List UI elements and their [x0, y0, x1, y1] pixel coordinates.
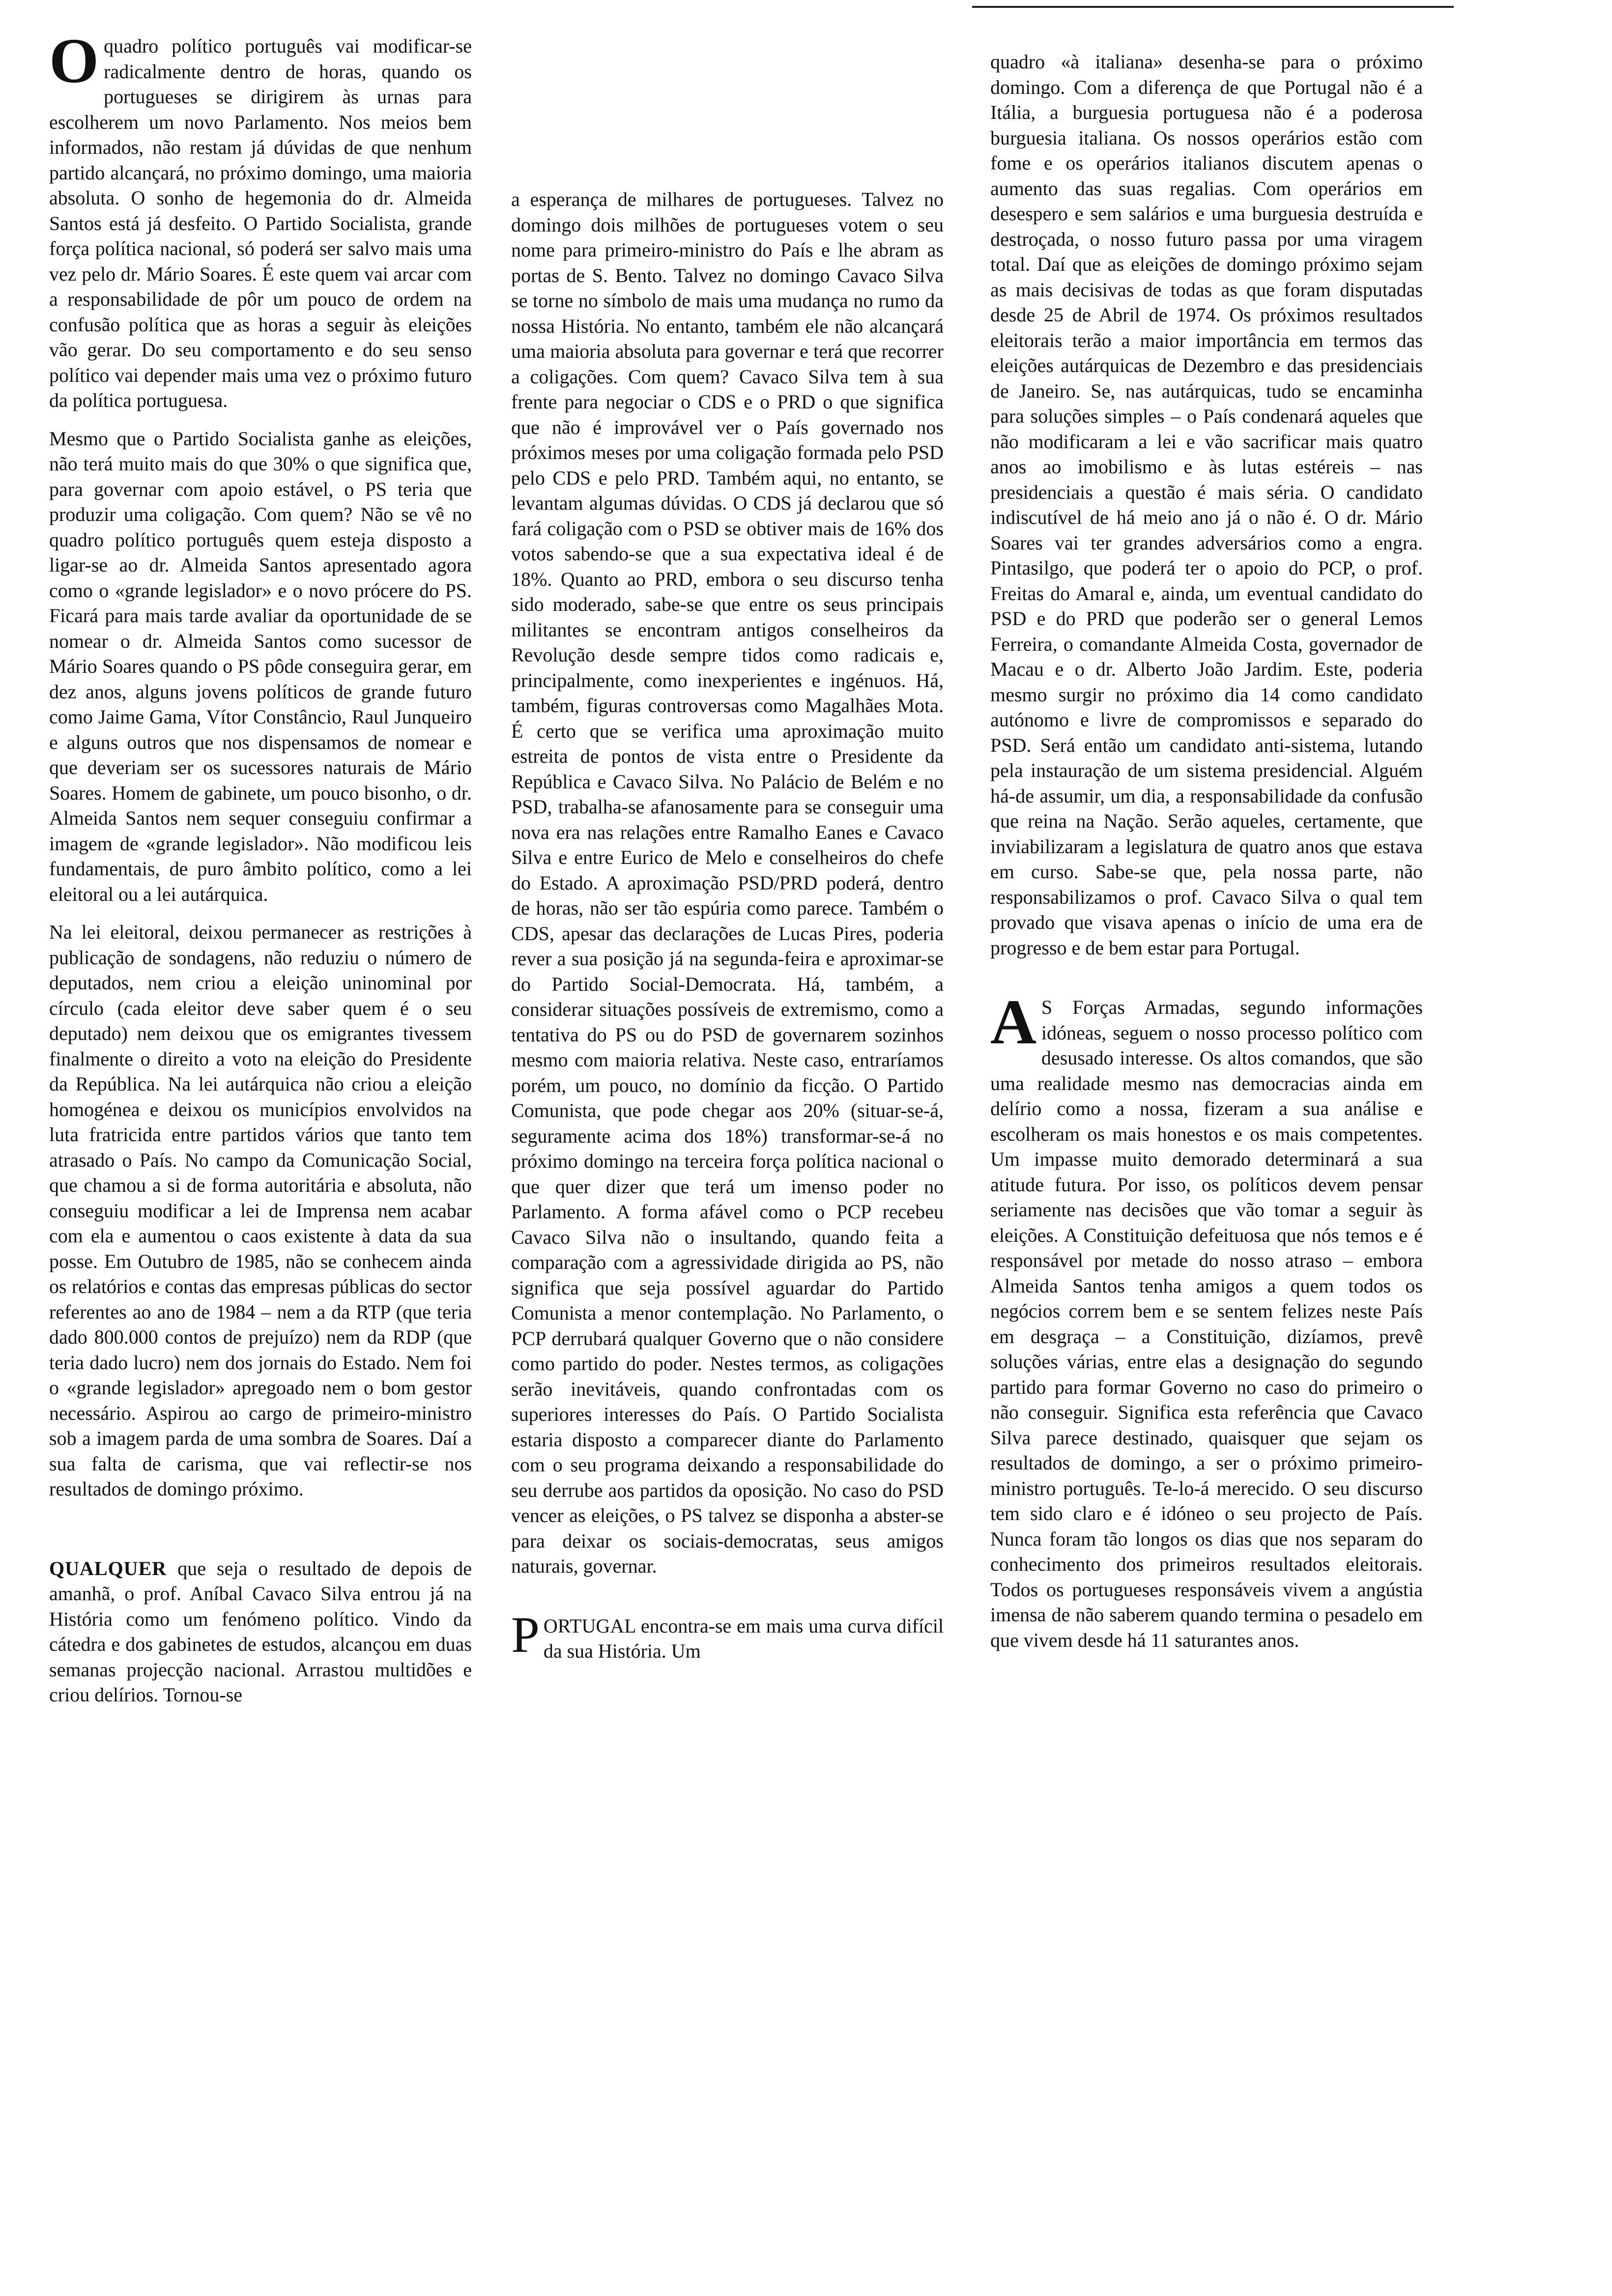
paragraph: quadro «à italiana» desenha-se para o próximo domingo. Com a diferença de que Portugal não é a Itália, a burguesia portuguesa não é a poderosa burguesia italiana. Os nossos operários estão com fome e os operários italianos discutem apenas o aumento das suas regalias. Com operários em desespero e sem salários e uma burguesia destruída e destroçada, o nosso futuro passa por uma viragem total. Daí que as eleições de domingo próximo sejam as mais decisivas de todas as que foram disputadas desde 25 de Abril de 1974. Os próximos resultados eleitorais terão a maior importância em termos das eleições autárquicas de Dezembro e das presidenciais de Janeiro. Se, nas autárquicas, tudo se encaminha para soluções simples – o País condenará aqueles que não modificaram a lei e vão sacrificar mais quatro anos ao imobilismo e às lutas estéreis – nas presidenciais a questão é mais séria. O candidato indiscutível de há meio ano já o não é. O dr. Mário Soares vai ter grandes adversários como a engra. Pintasilgo, que poderá ter o apoio do PCP, o prof. Freitas do Amaral e, ainda, um eventual candidato do PSD e do PRD que poderão ser o general Lemos Ferreira, o comandante Almeida Costa, governador de Macau e o dr. Alberto João Jardim. Este, poderia mesmo surgir no próximo dia 14 como candidato autónomo e livre de compromissos e separado do PSD. Será então um candidato anti-sistema, lutando pela instauração de um sistema presidencial. Alguém há-de assumir, um dia, a responsabilidade da confusão que reina na Nação. Serão aqueles, certamente, que inviabilizaram a legislatura de quatro anos que estava em curso. Sabe-se que, pela nossa parte, não responsabilizamos o prof. Cavaco Silva o qual tem provado que visava apenas o início de uma era de progresso e de bem estar para Portugal. [990, 51, 1423, 959]
paragraph-text: S Forças Armadas, segundo informações idóneas, seguem o nosso processo político com desusado interesse. Os altos comandos, que são uma realidade mesmo nas democracias ainda em delírio como a nossa, fizeram a sua análise e escolheram os mais honestos e os mais competentes. Um impasse muito demorado determinará a sua atitude futura. Por isso, os políticos devem pensar seriamente nas decisões que vão tomar a seguir às eleições. A Constituição defeituosa que nós temos e é responsável por metade do nosso atraso – embora Almeida Santos tenha amigos a quem todos os negócios correm bem e se sentem felizes neste País em desgraça – a Constituição, dizíamos, prevê soluções várias, entre elas a designação do segundo partido para formar Governo no caso do primeiro o não conseguir. Significa esta referência que Cavaco Silva parece destinado, quaisquer que sejam os resultados de domingo, a ser o próximo primeiro-ministro português. Te-lo-á merecido. O seu discurso tem sido claro e é idóneo o seu projecto de País. Nunca foram tão longos os dias que nos separam do conhecimento dos primeiros resultados eleitorais. Todos os portugueses responsáveis vivem a angústia imensa de não saberem quando termina o pesadelo em que vivem desde há 11 saturantes anos. [990, 996, 1423, 1651]
paragraph [990, 987, 1423, 1653]
column-2 [511, 0, 944, 1664]
paragraph [49, 26, 472, 413]
section-spacer [511, 1579, 944, 1613]
lead-in-caps: QUALQUER [49, 1557, 167, 1579]
drop-cap: P [511, 1606, 540, 1663]
drop-cap: O [49, 26, 99, 96]
drop-cap: A [990, 987, 1036, 1058]
paragraph-text: que seja o resultado de depois de amanhã, o prof. Aníbal Cavaco Silva entrou já na História como um fenómeno político. Vindo da cátedra e dos gabinetes de estudos, alcançou em duas semanas projecção nacional. Arrastou multidões e criou delírios. Tornou-se [49, 1557, 472, 1706]
paragraph: a esperança de milhares de portugueses. Talvez no domingo dois milhões de portugueses votem o seu nome para primeiro-ministro do País e lhe abram as portas de S. Bento. Talvez no domingo Cavaco Silva se torne no símbolo de mais uma mudança no rumo da nossa História. No entanto, também ele não alcançará uma maioria absoluta para governar e terá que recorrer a coligações. Com quem? Cavaco Silva tem à sua frente para negociar o CDS e o PRD o que significa que não é improvável ver o País governado nos próximos meses por uma coligação formada pelo PSD pelo CDS e pelo PRD. Também aqui, no entanto, se levantam algumas dúvidas. O CDS já declarou que só fará coligação com o PSD se obtiver mais de 16% dos votos sabendo-se que a sua expectativa ideal é de 18%. Quanto ao PRD, embora o seu discurso tenha sido moderado, sabe-se que entre os seus principais militantes se encontram antigos conselheiros da Revolução desde sempre tidos como radicais e, principalmente, como inexperientes e ingénuos. Há, também, figuras controversas como Magalhães Mota. É certo que se verifica uma aproximação muito estreita de pontos de vista entre o Presidente da República e Cavaco Silva. No Palácio de Belém e no PSD, trabalha-se afanosamente para se conseguir uma nova era nas relações entre Ramalho Eanes e Cavaco Silva e entre Eurico de Melo e conselheiros do chefe do Estado. A aproximação PSD/PRD poderá, dentro de horas, não ser tão espúria como parece. Também o CDS, apesar das declarações de Lucas Pires, poderia rever a sua posição já na segunda-feira e aproximar-se do Partido Social-Democrata. Há, também, a considerar situações possíveis de extremismo, como a tentativa do PS ou do PSD de governarem sozinhos mesmo com maioria relativa. Neste caso, entraríamos porém, um pouco, no domínio da ficção. O Partido Comunista, que pode chegar aos 20% (situar-se-á, seguramente acima dos 18%) transformar-se-á no próximo domingo na terceira força política nacional o que quer dizer que terá um imenso poder no Parlamento. A forma afável como o PCP recebeu Cavaco Silva não o insultando, quando feita a comparação com a agressividade dirigida ao PS, não significa que seja possível aguardar do Partido Comunista a menor contemplação. No Parlamento, o PCP derrubará qualquer Governo que o não considere como partido do poder. Nestes termos, as coligações serão inevitáveis, quando confrontadas com os superiores interesses do País. O Partido Socialista estaria disposto a comparecer diante do Parlamento com o seu programa deixando a responsabilidade do seu derrube aos partidos da oposição. No caso do PSD vencer as eleições, o PS talvez se disponha a abster-se para deixar os sociais-democratas, seus amigos naturais, governar. [511, 188, 944, 1577]
column-3 [990, 0, 1423, 1653]
paragraph [511, 1606, 944, 1664]
paragraph: Mesmo que o Partido Socialista ganhe as eleições, não terá muito mais do que 30% o que significa que, para governar com apoio estável, o PS teria que produzir uma coligação. Com quem? Não se vê no quadro político português quem esteja disposto a ligar-se ao dr. Almeida Santos apresentado agora como o «grande legislador» e o novo prócere do PS. Ficará para mais tarde avaliar da oportunidade de se nomear o dr. Almeida Santos como sucessor de Mário Soares quando o PS pôde conseguira gerar, em dez anos, alguns jovens políticos de grande futuro como Jaime Gama, Vítor Constâncio, Raul Junqueiro e alguns outros que nos dispensamos de nomear e que deveriam ser os sucessores naturais de Mário Soares. Homem de gabinete, um pouco bisonho, o dr. Almeida Santos nem sequer conseguiu confirmar a imagem de «grande legislador». Não modificou leis fundamentais, de puro âmbito político, como a lei eleitoral ou a lei autárquica. [49, 427, 472, 905]
section-spacer [49, 1502, 472, 1556]
paragraph-text: ORTUGAL encontra-se em mais uma curva difícil da sua História. Um [543, 1614, 944, 1662]
paragraph [49, 1556, 472, 1708]
paragraph-text: quadro político português vai modificar-se radicalmente dentro de horas, quando os portugueses se dirigirem às urnas para escolherem um novo Parlamento. Nos meios bem informados, não restam já dúvidas de que nenhum partido alcançará, no próximo domingo, uma maioria absoluta. O sonho de hegemonia do dr. Almeida Santos está já desfeito. O Partido Socialista, grande força política nacional, só poderá ser salvo mais uma vez pelo dr. Mário Soares. É este quem vai arcar com a responsabilidade de pôr um pouco de ordem na confusão política que as horas a seguir às eleições vão gerar. Do seu comportamento e do seu senso político vai depender mais uma vez o próximo futuro da política portuguesa. [49, 35, 472, 411]
column-1 [49, 0, 472, 1708]
paragraph: Na lei eleitoral, deixou permanecer as restrições à publicação de sondagens, não reduziu o número de deputados, nem criou a eleição uninominal por círculo (cada eleitor deve saber quem é o seu deputado) nem deixou que os emigrantes tivessem finalmente o direito a voto na eleição do Presidente da República. Na lei autárquica não criou a eleição homogénea e deixou os municípios envolvidos na luta fratricida entre partidos vários que tanto tem atrasado o País. No campo da Comunicação Social, que chamou a si de forma autoritária e absoluta, não conseguiu modificar a lei de Imprensa nem acabar com ela e aumentou o caos existente à data da sua posse. Em Outubro de 1985, não se conhecem ainda os relatórios e contas das empresas públicas do sector referentes ao ano de 1984 – nem a da RTP (que teria dado 800.000 contos de prejuízo) nem da RDP (que teria dado lucro) nem dos jornais do Estado. Nem foi o «grande legislador» apregoado nem o bom gestor necessário. Aspirou ao cargo de primeiro-ministro sob a imagem parda de uma sombra de Soares. Daí a sua falta de carisma, que vai reflectir-se nos resultados de domingo próximo. [49, 921, 472, 1500]
section-spacer [990, 960, 1423, 995]
